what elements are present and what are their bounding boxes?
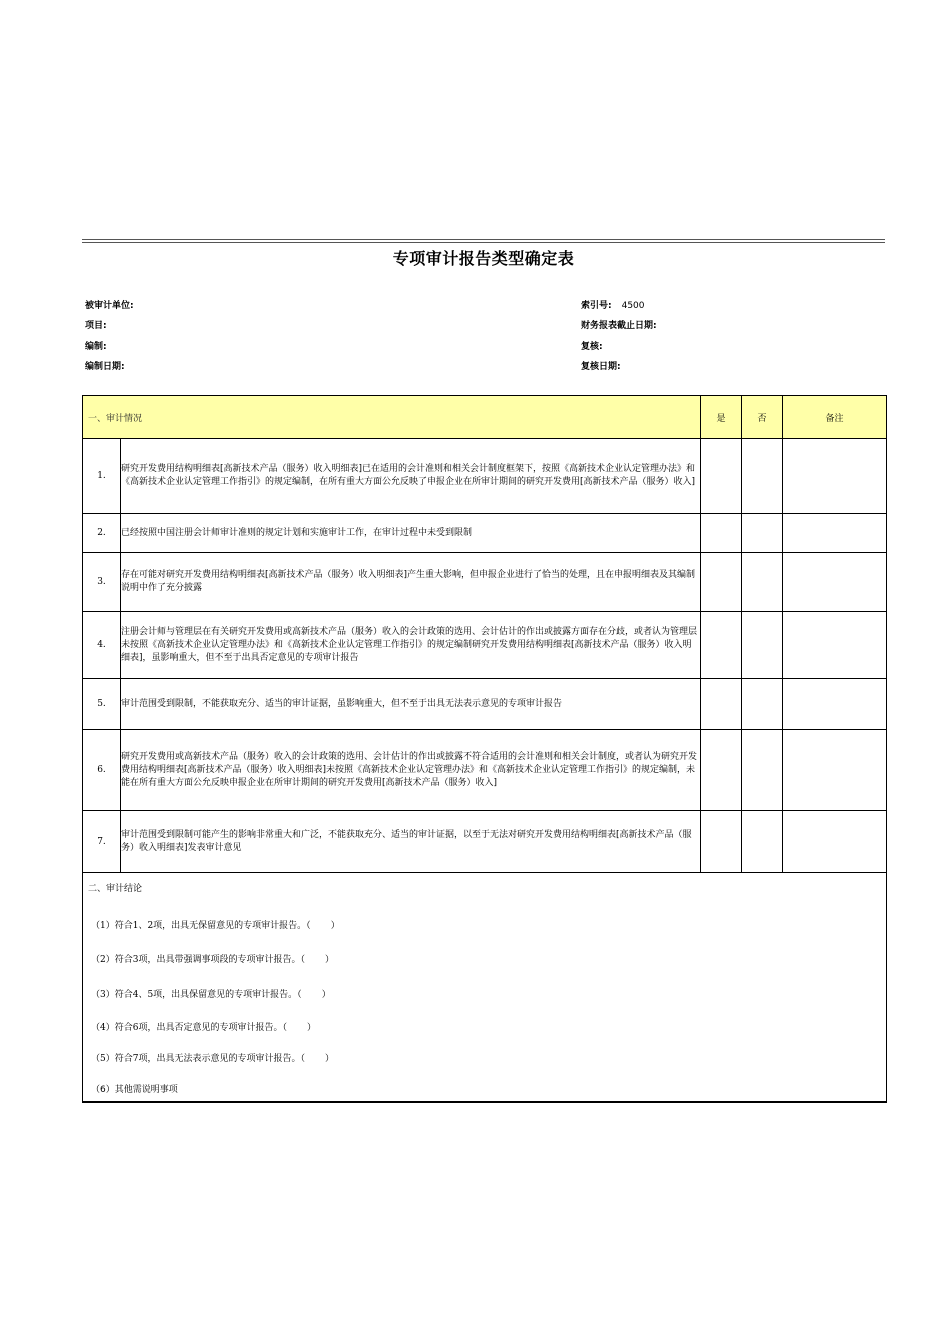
project-label: 项目:	[85, 321, 107, 331]
table-row	[83, 553, 887, 612]
row-text: 审计范围受到限制可能产生的影响非常重大和广泛，不能获取充分、适当的审计证据，以至于无法对研究开发费用结构明细表[高新技术产品（服务）收入明细表]发表审计意见	[121, 811, 701, 873]
yes-cell[interactable]	[701, 553, 742, 612]
no-cell[interactable]	[742, 730, 783, 811]
row-text: 研究开发费用结构明细表[高新技术产品（服务）收入明细表]已在适用的会计准则和相关会计制度框架下，按照《高新技术企业认定管理办法》和《高新技术企业认定管理工作指引》的规定编制，在所有重大方面公允反映了申报企业在所审计期间的研究开发费用[高新技术产品（服务）收入]	[121, 439, 701, 514]
section-audit-conclusion: 二、审计结论	[88, 884, 143, 894]
top-rule-secondary	[82, 242, 885, 243]
audit-table	[82, 395, 887, 1103]
yes-cell[interactable]	[701, 439, 742, 514]
section-audit-situation: 一、审计情况	[83, 396, 701, 439]
row-number: 6.	[83, 730, 121, 811]
conclusion-cell	[83, 873, 887, 1103]
yes-cell[interactable]	[701, 679, 742, 730]
fs-date-label: 财务报表截止日期:	[581, 321, 657, 331]
note-cell[interactable]	[783, 811, 887, 873]
table-row	[83, 439, 887, 514]
note-cell[interactable]	[783, 730, 887, 811]
page-title: 专项审计报告类型确定表	[392, 249, 575, 268]
note-cell[interactable]	[783, 514, 887, 553]
reviewed-label: 复核:	[581, 342, 603, 352]
note-cell[interactable]	[783, 679, 887, 730]
row-number: 2.	[83, 514, 121, 553]
row-text: 已经按照中国注册会计师审计准则的规定计划和实施审计工作，在审计过程中未受到限制	[121, 514, 701, 553]
row-text: 存在可能对研究开发费用结构明细表[高新技术产品（服务）收入明细表]产生重大影响，但申报企业进行了恰当的处理，且在申报明细表及其编制说明中作了充分披露	[121, 553, 701, 612]
no-cell[interactable]	[742, 514, 783, 553]
table-header-row	[83, 396, 887, 439]
row-number: 5.	[83, 679, 121, 730]
conclusion-other: （6）其他需说明事项	[91, 1085, 178, 1095]
note-cell[interactable]	[783, 553, 887, 612]
no-cell[interactable]	[742, 679, 783, 730]
column-yes: 是	[701, 396, 742, 439]
row-text: 研究开发费用或高新技术产品（服务）收入的会计政策的选用、会计估计的作出或披露不符合适用的会计准则和相关会计制度，或者认为研究开发费用结构明细表[高新技术产品（服务）收入明细表]未按照《高新技术企业认定管理办法》和《高新技术企业认定管理工作指引》的规定编制，未能在所有重大方面公允反映申报企业在所审计期间的研究开发费用[高新技术产品（服务）收入]	[121, 730, 701, 811]
conclusion-item-3: （3）符合4、5项，出具保留意见的专项审计报告。（ ）	[91, 990, 331, 1000]
yes-cell[interactable]	[701, 811, 742, 873]
row-text: 注册会计师与管理层在有关研究开发费用或高新技术产品（服务）收入的会计政策的选用、会计估计的作出或披露方面存在分歧，或者认为管理层未按照《高新技术企业认定管理办法》和《高新技术企业认定管理工作指引》的规定编制研究开发费用结构明细表[高新技术产品（服务）收入明细表]，虽影响重大，但不至于出具否定意见的专项审计报告	[121, 612, 701, 679]
conclusion-block	[83, 881, 886, 1101]
note-cell[interactable]	[783, 612, 887, 679]
no-cell[interactable]	[742, 553, 783, 612]
row-number: 4.	[83, 612, 121, 679]
note-cell[interactable]	[783, 439, 887, 514]
reviewed-date-label: 复核日期:	[581, 362, 621, 372]
prepared-label: 编制:	[85, 342, 107, 352]
index-field	[581, 298, 645, 311]
conclusion-item-4: （4）符合6项，出具否定意见的专项审计报告。（ ）	[91, 1023, 316, 1033]
index-value: 4500	[621, 301, 645, 311]
row-number: 3.	[83, 553, 121, 612]
no-cell[interactable]	[742, 439, 783, 514]
table-row	[83, 811, 887, 873]
table-row	[83, 679, 887, 730]
table-row	[83, 612, 887, 679]
conclusion-item-2: （2）符合3项，出具带强调事项段的专项审计报告。（ ）	[91, 955, 334, 965]
table-row	[83, 730, 887, 811]
column-note: 备注	[783, 396, 887, 439]
top-rule	[82, 239, 885, 240]
index-label: 索引号:	[581, 301, 612, 311]
yes-cell[interactable]	[701, 730, 742, 811]
conclusion-item-5: （5）符合7项，出具无法表示意见的专项审计报告。（ ）	[91, 1054, 334, 1064]
auditee-label: 被审计单位:	[85, 301, 134, 311]
row-number: 7.	[83, 811, 121, 873]
row-text: 审计范围受到限制，不能获取充分、适当的审计证据，虽影响重大，但不至于出具无法表示意见的专项审计报告	[121, 679, 701, 730]
row-number: 1.	[83, 439, 121, 514]
no-cell[interactable]	[742, 612, 783, 679]
prepared-date-label: 编制日期:	[85, 362, 125, 372]
yes-cell[interactable]	[701, 514, 742, 553]
conclusion-item-1: （1）符合1、2项，出具无保留意见的专项审计报告。（ ）	[91, 921, 340, 931]
table-row	[83, 514, 887, 553]
conclusion-row	[83, 873, 887, 1103]
no-cell[interactable]	[742, 811, 783, 873]
column-no: 否	[742, 396, 783, 439]
yes-cell[interactable]	[701, 612, 742, 679]
